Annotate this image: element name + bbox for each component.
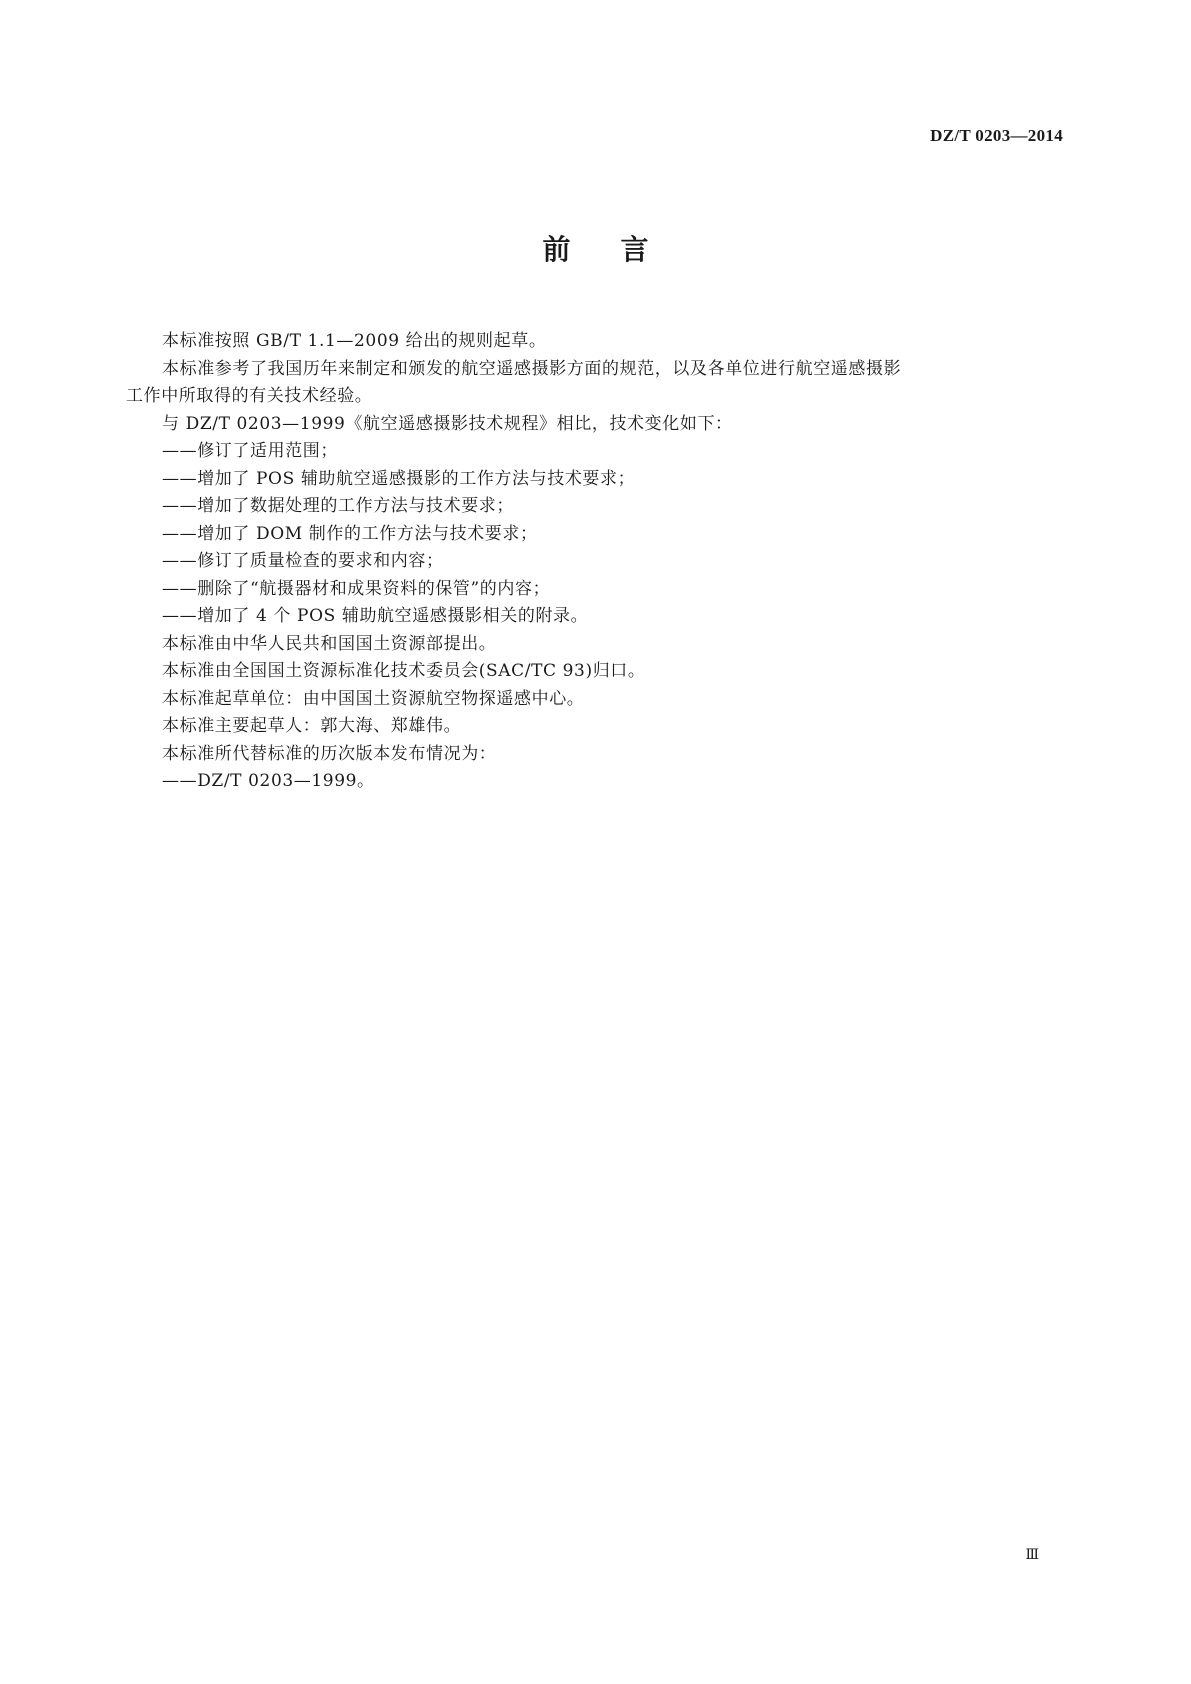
document-body	[126, 328, 1066, 796]
paragraph-line: 工作中所取得的有关技术经验。	[126, 386, 373, 406]
paragraph-line: 本标准按照 GB/T 1.1—2009 给出的规则起草。	[162, 331, 547, 351]
paragraph-line: 本标准参考了我国历年来制定和颁发的航空遥感摄影方面的规范，以及各单位进行航空遥感摄影	[162, 358, 902, 379]
previous-version-item: ——DZ/T 0203—1999。	[162, 771, 375, 791]
change-item: ——增加了 DOM 制作的工作方法与技术要求；	[162, 523, 538, 544]
paragraph-references	[126, 356, 1066, 411]
statement-committee: 本标准由全国国土资源标准化技术委员会(SAC/TC 93)归口。	[162, 661, 646, 681]
page-title: 前言	[542, 233, 699, 266]
change-item: ——增加了 POS 辅助航空遥感摄影的工作方法与技术要求；	[162, 468, 636, 489]
paragraph-drafting-rules	[126, 328, 1066, 356]
change-item: ——增加了 4 个 POS 辅助航空遥感摄影相关的附录。	[162, 606, 589, 626]
change-item: ——增加了数据处理的工作方法与技术要求；	[162, 496, 514, 516]
page-number: Ⅲ	[1025, 1548, 1038, 1563]
change-item: ——修订了适用范围；	[162, 441, 338, 461]
statement-drafters: 本标准主要起草人：郭大海、郑雄伟。	[162, 716, 462, 736]
statement-proposer: 本标准由中华人民共和国国土资源部提出。	[162, 633, 497, 654]
paragraph-changes-intro	[126, 411, 1066, 439]
change-item: ——删除了“航摄器材和成果资料的保管”的内容；	[162, 578, 551, 599]
change-item: ——修订了质量检查的要求和内容；	[162, 551, 444, 571]
statement-drafting-unit: 本标准起草单位：由中国国土资源航空物探遥感中心。	[162, 688, 585, 709]
standard-number: DZ/T 0203—2014	[930, 126, 1063, 145]
paragraph-line: 与 DZ/T 0203—1999《航空遥感摄影技术规程》相比，技术变化如下：	[162, 413, 733, 434]
statement-previous-versions: 本标准所代替标准的历次版本发布情况为：	[162, 743, 497, 764]
